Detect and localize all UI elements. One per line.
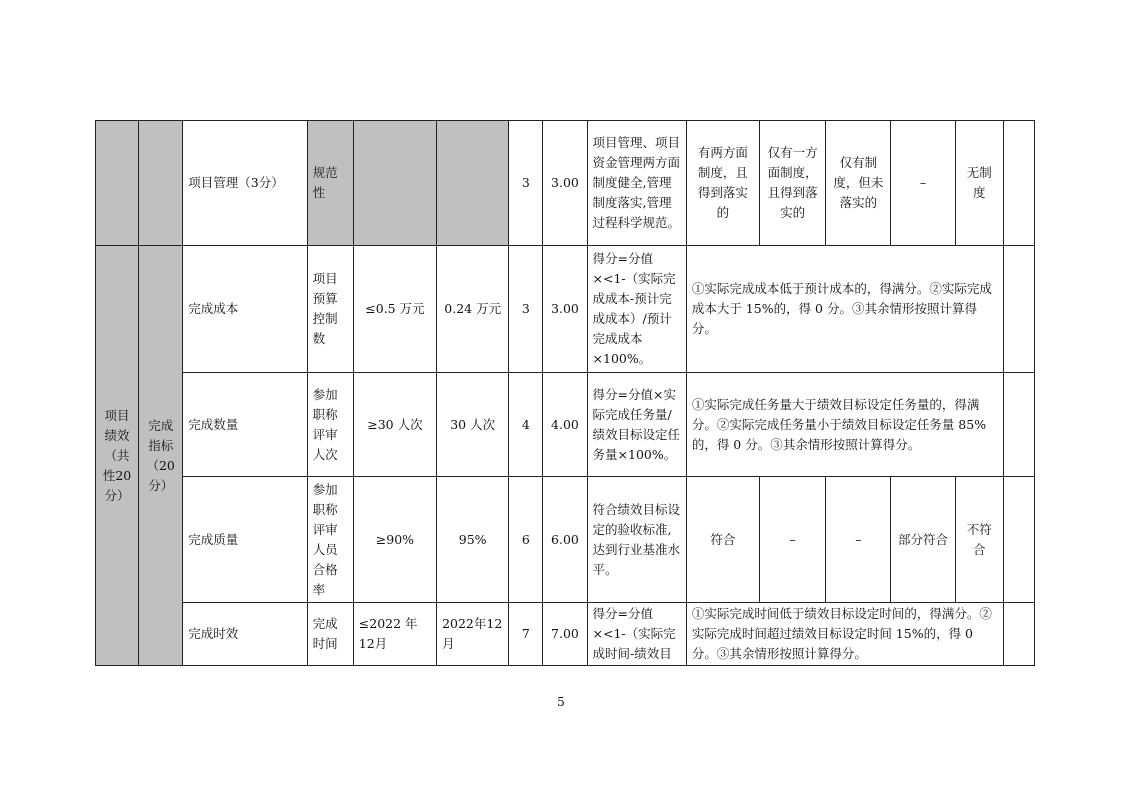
- actual-cell: 95%: [437, 477, 509, 603]
- scoring-note-cell: ①实际完成任务量大于绩效目标设定任务量的，得满分。②实际完成任务量小于绩效目标设定任务量 85%的，得 0 分。③其余情形按照计算得分。: [686, 373, 1003, 477]
- grade-cell-6: [1003, 373, 1034, 477]
- table-row: [96, 603, 1035, 666]
- indicator-cell: 项目管理（3分）: [183, 121, 307, 246]
- grade-cell-4: –: [891, 121, 955, 246]
- target-cell: ≤2022 年12月: [353, 603, 436, 666]
- table-row: [96, 246, 1035, 373]
- standard-cell: 符合绩效目标设定的验收标准,达到行业基准水平。: [587, 477, 686, 603]
- target-cell: ≥90%: [353, 477, 436, 603]
- standard-cell: 得分=分值×<1-（实际完成成本-预计完成成本）/预计完成成本×100%。: [587, 246, 686, 373]
- level2-cell: [139, 121, 183, 246]
- grade-cell-6: [1003, 603, 1034, 666]
- sub-indicator-cell: 规范性: [307, 121, 353, 246]
- actual-cell: 2022年12月: [437, 603, 509, 666]
- weight-cell: 3: [509, 121, 543, 246]
- grade-cell-6: [1003, 246, 1034, 373]
- grade-cell-1: 有两方面制度，且得到落实的: [686, 121, 759, 246]
- indicator-cell: 完成成本: [183, 246, 307, 373]
- table-row: [96, 373, 1035, 477]
- score-cell: 3.00: [543, 121, 587, 246]
- score-cell: 4.00: [543, 373, 587, 477]
- grade-cell-5: 不符合: [955, 477, 1003, 603]
- score-cell: 3.00: [543, 246, 587, 373]
- scoring-note-cell: ①实际完成成本低于预计成本的，得满分。②实际完成成本大于 15%的，得 0 分。③其余情形按照计算得分。: [686, 246, 1003, 373]
- standard-cell: 得分=分值×<1-（实际完成时间-绩效目: [587, 603, 686, 666]
- standard-cell: 得分=分值×实际完成任务量/绩效目标设定任务量×100%。: [587, 373, 686, 477]
- grade-cell-2: 仅有一方面制度，且得到落实的: [760, 121, 826, 246]
- sub-indicator-cell: 项目预算控制数: [307, 246, 353, 373]
- grade-cell-4: 部分符合: [891, 477, 955, 603]
- indicator-cell: 完成时效: [183, 603, 307, 666]
- score-cell: 6.00: [543, 477, 587, 603]
- weight-cell: 4: [509, 373, 543, 477]
- grade-cell-5: 无制度: [955, 121, 1003, 246]
- sub-indicator-cell: 完成时间: [307, 603, 353, 666]
- grade-cell-6: [1003, 477, 1034, 603]
- indicator-cell: 完成质量: [183, 477, 307, 603]
- level1-cell: [96, 121, 139, 246]
- level2-group-cell: 完成指标（20分）: [139, 246, 183, 666]
- standard-cell: 项目管理、项目资金管理两方面制度健全,管理制度落实,管理过程科学规范。: [587, 121, 686, 246]
- grade-cell-1: 符合: [686, 477, 759, 603]
- page-number: 5: [557, 695, 565, 709]
- evaluation-table: [95, 120, 1035, 666]
- grade-cell-2: –: [760, 477, 826, 603]
- level1-group-cell: 项目绩效（共性20分）: [96, 246, 139, 666]
- grade-cell-3: 仅有制度，但未落实的: [826, 121, 891, 246]
- scoring-note-cell: ①实际完成时间低于绩效目标设定时间的，得满分。②实际完成时间超过绩效目标设定时间 15%的，得 0 分。③其余情形按照计算得分。: [686, 603, 1003, 666]
- sub-indicator-cell: 参加职称评审人员合格率: [307, 477, 353, 603]
- indicator-cell: 完成数量: [183, 373, 307, 477]
- weight-cell: 7: [509, 603, 543, 666]
- actual-cell: [437, 121, 509, 246]
- sub-indicator-cell: 参加职称评审人次: [307, 373, 353, 477]
- table-row: [96, 121, 1035, 246]
- score-cell: 7.00: [543, 603, 587, 666]
- actual-cell: 0.24 万元: [437, 246, 509, 373]
- table-row: [96, 477, 1035, 603]
- actual-cell: 30 人次: [437, 373, 509, 477]
- target-cell: ≥30 人次: [353, 373, 436, 477]
- target-cell: ≤0.5 万元: [353, 246, 436, 373]
- grade-cell-6: [1003, 121, 1034, 246]
- weight-cell: 6: [509, 477, 543, 603]
- weight-cell: 3: [509, 246, 543, 373]
- target-cell: [353, 121, 436, 246]
- grade-cell-3: –: [826, 477, 891, 603]
